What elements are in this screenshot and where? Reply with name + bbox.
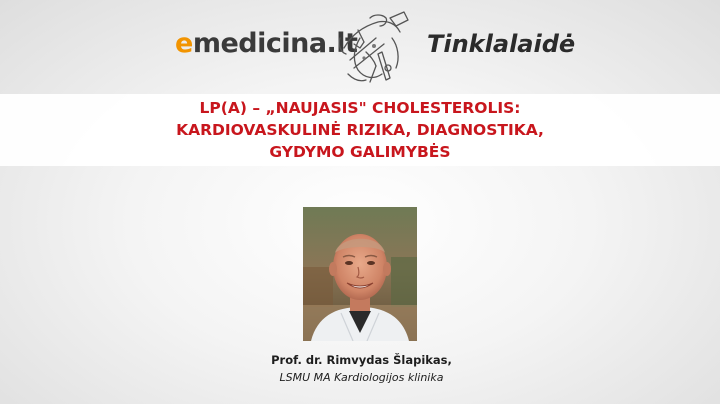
speaker-name: Prof. dr. Rimvydas Šlapikas, (271, 353, 452, 367)
episode-title-band (0, 94, 720, 166)
speaker-photo-image (303, 207, 417, 341)
speaker-caption (0, 352, 720, 386)
speaker-affiliation: LSMU MA Kardiologijos klinika (279, 371, 444, 384)
tagline: Tinklalaidė (427, 30, 576, 58)
episode-title-line: GYDYMO GALIMYBĖS (269, 143, 451, 161)
brand-name: medicina.lt (192, 28, 358, 59)
brand-prefix: e (175, 28, 193, 59)
episode-title-line: KARDIOVASKULINĖ RIZIKA, DIAGNOSTIKA, (176, 121, 544, 139)
medical-doodle-logo-icon (330, 8, 416, 88)
speaker-portrait (303, 207, 417, 341)
header (0, 0, 720, 92)
episode-title-line: LP(A) – „NAUJASIS" CHOLESTEROLIS: (199, 99, 521, 117)
